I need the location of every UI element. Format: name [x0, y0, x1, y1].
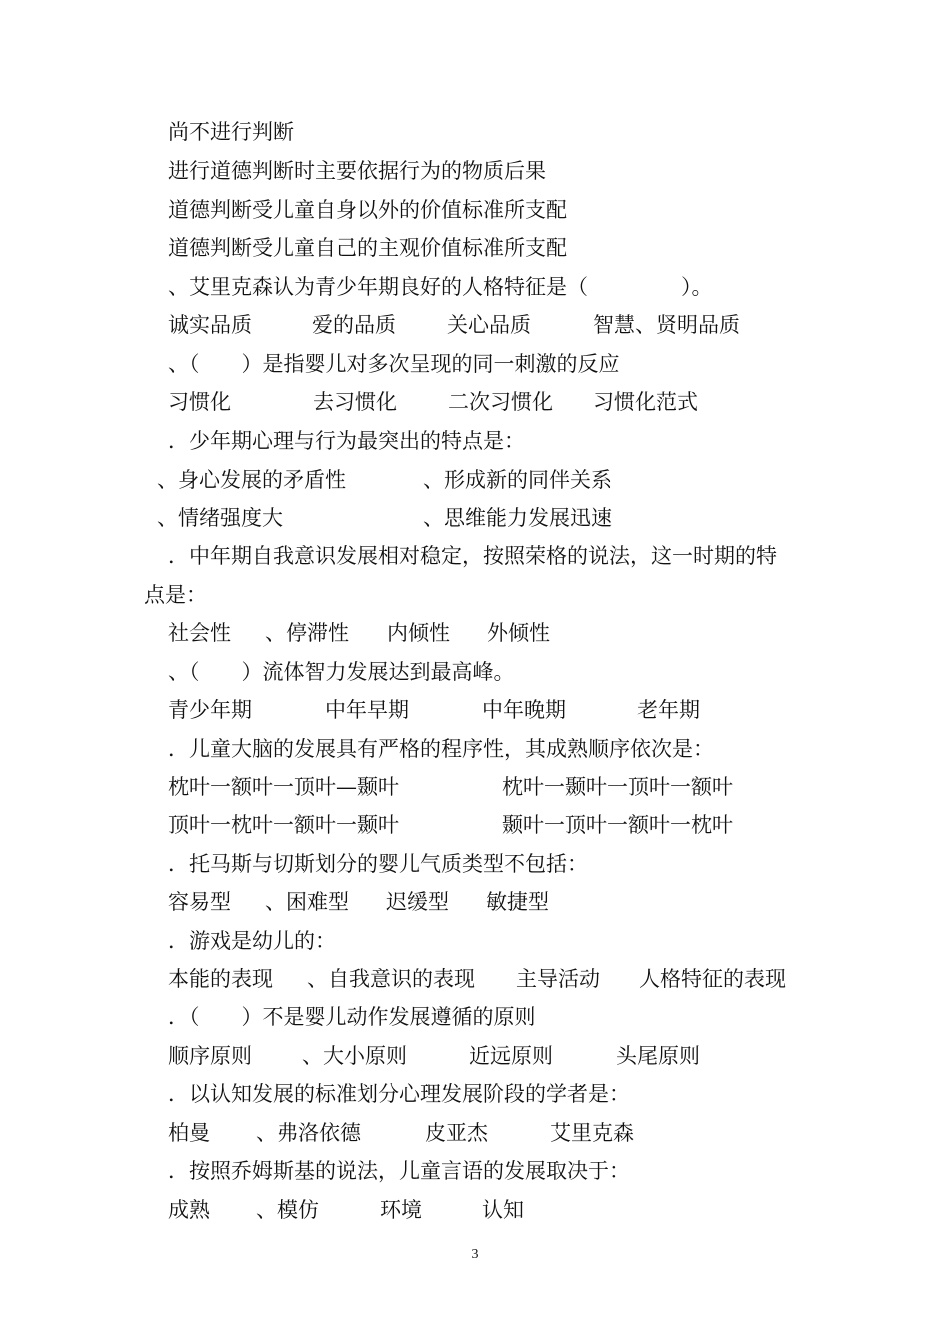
line-text: 尚不进行判断: [168, 120, 294, 144]
line-text: 进行道德判断时主要依据行为的物质后果: [168, 159, 546, 183]
option-text: 中年早期: [325, 698, 409, 722]
option-text: 二次习惯化: [448, 390, 553, 414]
line-text: ．按照乔姆斯基的说法，儿童言语的发展取决于：: [168, 1159, 630, 1183]
option-text: 颞叶一顶叶一额叶一枕叶: [502, 813, 733, 837]
line-text: 点是：: [144, 583, 207, 607]
option-text: 本能的表现: [168, 967, 273, 991]
line-text: ．中年期自我意识发展相对稳定，按照荣格的说法，这一时期的特: [168, 544, 777, 568]
option-text: 外倾性: [487, 621, 550, 645]
option-text: 近远原则: [469, 1044, 553, 1068]
option-text: 、模仿: [256, 1198, 319, 1222]
option-text: 习惯化范式: [593, 390, 698, 414]
line-text: ．以认知发展的标准划分心理发展阶段的学者是：: [168, 1082, 630, 1106]
option-text: 迟缓型: [386, 890, 449, 914]
option-text: 顶叶一枕叶一额叶一颞叶: [168, 813, 399, 837]
option-text: 内倾性: [387, 621, 450, 645]
option-text: 主导活动: [516, 967, 600, 991]
option-text: 智慧、贤明品质: [593, 313, 740, 337]
option-text: 、困难型: [265, 890, 349, 914]
option-text: 爱的品质: [312, 313, 396, 337]
line-text: ．（ ）不是婴儿动作发展遵循的原则: [168, 1005, 536, 1029]
option-text: 关心品质: [447, 313, 531, 337]
option-text: 诚实品质: [168, 313, 252, 337]
option-text: 、艾里克森认为青少年期良好的人格特征是（: [168, 275, 588, 299]
option-text: 、身心发展的矛盾性: [157, 468, 346, 492]
option-text: 习惯化: [168, 390, 231, 414]
option-text: 人格特征的表现: [639, 967, 786, 991]
option-text: 枕叶一额叶一顶叶—颞叶: [168, 775, 399, 799]
option-text: 社会性: [168, 621, 231, 645]
option-text: 、思维能力发展迅速: [423, 506, 612, 530]
option-text: 去习惯化: [313, 390, 397, 414]
option-text: 柏曼: [168, 1121, 210, 1145]
option-text: 敏捷型: [486, 890, 549, 914]
option-text: ）。: [681, 275, 713, 299]
option-text: 艾里克森: [550, 1121, 634, 1145]
option-text: 枕叶一颞叶一顶叶一额叶: [502, 775, 733, 799]
option-text: 、情绪强度大: [157, 506, 283, 530]
option-text: 头尾原则: [616, 1044, 700, 1068]
option-text: 、停滞性: [265, 621, 349, 645]
line-text: ．儿童大脑的发展具有严格的程序性，其成熟顺序依次是：: [168, 737, 714, 761]
option-text: 老年期: [637, 698, 700, 722]
line-text: 、（ ）流体智力发展达到最高峰。: [168, 660, 515, 684]
option-text: 青少年期: [168, 698, 252, 722]
option-text: 中年晚期: [482, 698, 566, 722]
page-number: 3: [471, 1247, 479, 1262]
option-text: 皮亚杰: [425, 1121, 488, 1145]
option-text: 、大小原则: [302, 1044, 407, 1068]
line-text: 道德判断受儿童自己的主观价值标准所支配: [168, 236, 567, 260]
line-text: ．托马斯与切斯划分的婴儿气质类型不包括：: [168, 852, 588, 876]
line-text: ．游戏是幼儿的：: [168, 929, 336, 953]
option-text: 容易型: [168, 890, 231, 914]
line-text: 道德判断受儿童自身以外的价值标准所支配: [168, 198, 567, 222]
line-text: 、（ ）是指婴儿对多次呈现的同一刺激的反应: [168, 352, 620, 376]
option-text: 成熟: [168, 1198, 210, 1222]
line-text: ．少年期心理与行为最突出的特点是：: [168, 429, 525, 453]
option-text: 环境: [380, 1198, 422, 1222]
option-text: 、自我意识的表现: [307, 967, 475, 991]
option-text: 、形成新的同伴关系: [423, 468, 612, 492]
option-text: 顺序原则: [168, 1044, 252, 1068]
option-text: 认知: [482, 1198, 524, 1222]
option-text: 、弗洛依德: [256, 1121, 361, 1145]
